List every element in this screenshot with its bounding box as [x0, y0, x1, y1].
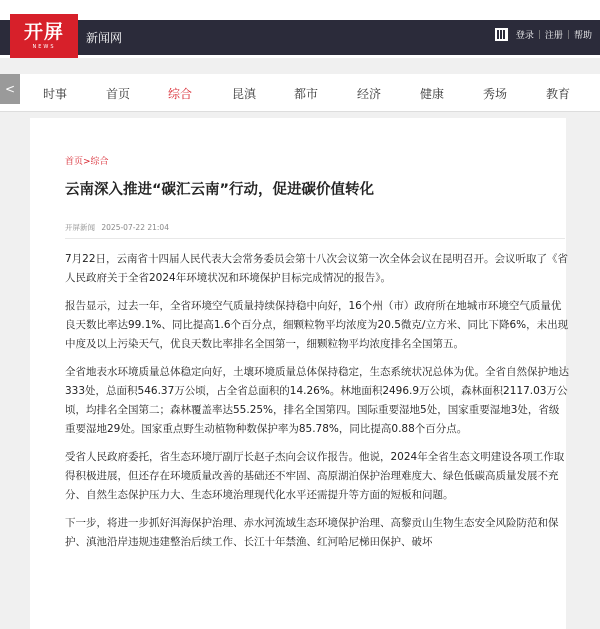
breadcrumb[interactable]: 首页>综合	[65, 157, 109, 167]
divider: |	[566, 29, 570, 40]
login-link[interactable]: 登录	[515, 31, 534, 41]
site-name[interactable]: 新闻网	[86, 31, 123, 45]
article-paragraph: 7月22日，云南省十四届人民代表大会常务委员会第十八次会议第一次全体会议在昆明召开。会议听取了《省人民政府关于全省2024年环境状况和环境保护目标完成情况的报告》。	[65, 253, 569, 284]
article-paragraph: 下一步，将进一步抓好洱海保护治理、赤水河流域生态环境保护治理、高黎贡山生物生态安全风险防范和保护、滇池沿岸违规违建整治后续工作、长江十年禁渔、红河哈尼梯田保护、破坏	[65, 517, 559, 548]
nav-item[interactable]: 昆滇	[232, 87, 257, 101]
article-source: 开屏新闻	[65, 223, 95, 232]
divider: |	[537, 29, 541, 40]
nav-item[interactable]: 健康	[420, 87, 445, 101]
article-body	[65, 250, 569, 561]
nav-item[interactable]: 秀场	[483, 87, 508, 101]
article-title: 云南深入推进“碳汇云南”行动，促进碳价值转化	[65, 182, 375, 198]
nav-item[interactable]: 教育	[546, 87, 571, 101]
register-link[interactable]: 注册	[544, 31, 563, 41]
nav-item[interactable]: 经济	[357, 87, 382, 101]
divider	[65, 238, 565, 239]
article-date: 2025-07-22 21:04	[101, 223, 169, 232]
nav-item[interactable]: 首页	[106, 87, 131, 101]
help-link[interactable]: 帮助	[573, 31, 592, 41]
user-links	[495, 28, 592, 41]
logo-text: 开屏	[23, 21, 64, 43]
channel-nav	[0, 74, 600, 112]
header	[0, 0, 600, 58]
site-logo[interactable]	[10, 14, 78, 58]
article-paragraph: 受省人民政府委托，省生态环境厅副厅长赵子杰向会议作报告。他说，2024年全省生态文明建设各项工作取得积极进展，但还存在环境质量改善的基础还不牢固、高原湖泊保护治理难度大、绿色低碳高质量发展不充分、自然生态保护压力大、生态环境治理现代化水平还需提升等方面的短板和问题。	[65, 451, 565, 501]
nav-item-active[interactable]: 综合	[168, 87, 193, 101]
logo-subtext: NEWS	[32, 44, 56, 50]
nav-prev-button[interactable]: <	[0, 74, 20, 104]
article-paragraph: 全省地表水环境质量总体稳定向好，土壤环境质量总体保持稳定，生态系统状况总体为优。全省自然保护地达333处，总面积546.37万公顷，占全省总面积的14.26%。林地面积2496.9万公顷，森林面积2117.03万公顷，均排名全国第二；森林覆盖率达55.25%，排名全国第四。国际重要湿地5处，国家重要湿地3处，省级重要湿地29处。国家重点野生动植物种数保护率为85.78%，同比提高0.88个百分点。	[65, 366, 569, 435]
article-paragraph: 报告显示，过去一年，全省环境空气质量持续保持稳中向好，16个州（市）政府所在地城市环境空气质量优良天数比率达99.1%、同比提高1.6个百分点，细颗粒物平均浓度为20.5微克/立方米、同比下降6%，未出现中度及以上污染天气，优良天数比率排名全国第一，细颗粒物平均浓度排名全国第五。	[65, 300, 569, 350]
nav-item[interactable]: 都市	[294, 87, 319, 101]
article-meta	[65, 222, 173, 233]
qr-code-icon[interactable]	[495, 28, 508, 41]
article-card	[30, 118, 569, 629]
nav-item[interactable]: 时事	[43, 87, 68, 101]
